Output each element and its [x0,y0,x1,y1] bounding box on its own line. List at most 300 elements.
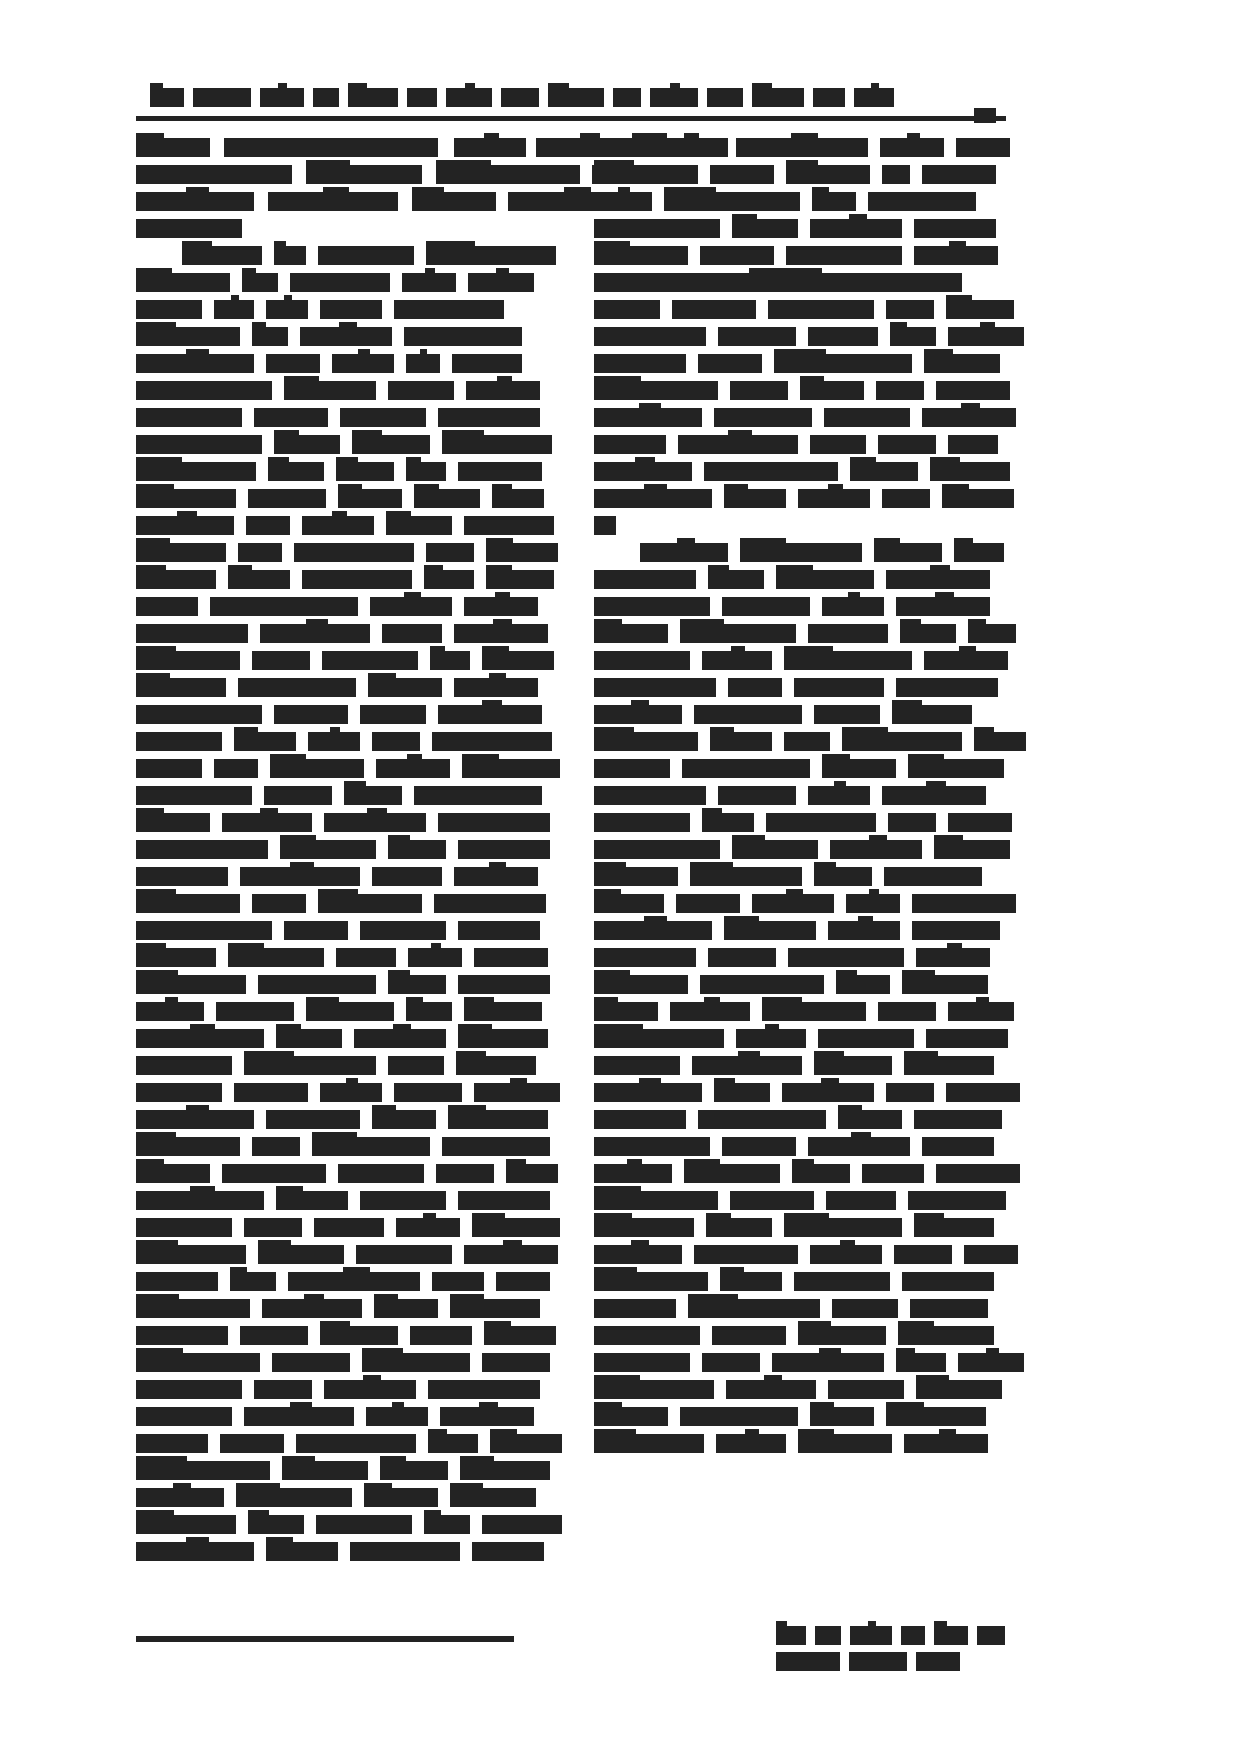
redacted-word [430,651,470,670]
word-gap [240,890,252,891]
redacted-word [888,813,936,832]
redacted-word [700,246,774,265]
word-gap [228,863,240,864]
word-gap [782,674,794,675]
redacted-word [406,354,440,373]
redacted-word [922,408,1016,427]
word-gap [686,350,698,351]
redacted-word [414,489,480,508]
word-gap [830,728,842,729]
redacted-text-line [136,1484,548,1511]
word-gap [450,755,462,756]
word-gap [264,1025,276,1026]
word-gap [886,1322,898,1323]
word-gap [806,1025,818,1026]
word-gap [360,863,372,864]
redacted-word [302,570,412,589]
redacted-word [136,1272,218,1291]
redacted-word [594,516,616,535]
word-gap [422,161,436,162]
word-gap [874,1403,886,1404]
redacted-word [332,354,394,373]
word-gap [438,1295,450,1296]
redacted-word [930,462,1010,481]
word-gap [902,215,914,216]
redacted-word [798,1434,892,1453]
word-gap [672,1160,684,1161]
word-gap [420,1268,432,1269]
redacted-word [792,1164,850,1183]
word-gap [364,755,376,756]
redacted-word [974,732,1026,751]
word-gap [268,836,280,837]
word-gap [254,188,268,189]
redacted-word [136,1029,264,1048]
redacted-word [454,867,538,886]
redacted-word [814,1056,892,1075]
redacted-text-line [136,161,548,188]
redacted-word [414,786,542,805]
redacted-word [896,678,998,697]
redacted-word [370,597,452,616]
redacted-word [260,624,370,643]
redacted-word [320,300,382,319]
redacted-word [968,624,1016,643]
redacted-word [136,300,202,319]
word-gap [420,728,432,729]
word-gap [694,1214,706,1215]
redacted-word [832,1299,898,1318]
redacted-word [230,1272,276,1291]
word-gap [658,998,670,999]
word-gap [254,296,266,297]
word-gap [430,431,442,432]
redacted-text-line [136,215,548,242]
redacted-word [876,381,924,400]
redacted-text-line [136,863,548,890]
word-gap [820,1295,832,1296]
redacted-paragraph [594,134,1006,539]
word-gap [272,917,284,918]
word-gap [698,161,710,162]
redacted-word [878,1002,936,1021]
redacted-word [474,1083,560,1102]
word-gap [226,539,238,540]
redacted-word [810,219,902,238]
redacted-word [914,1110,1002,1129]
word-gap [264,1187,276,1188]
redacted-word [136,678,226,697]
redacted-text-line [136,1025,548,1052]
redacted-word [594,786,706,805]
redacted-word [698,354,762,373]
redacted-word [688,1299,820,1318]
redacted-word [800,381,864,400]
word-gap [652,188,664,189]
redacted-word [924,354,1000,373]
redacted-text-line [594,890,1006,917]
redacted-word [594,1083,702,1102]
redacted-text-line [136,1214,548,1241]
word-gap [760,1349,772,1350]
redacted-word [360,1191,446,1210]
redacted-word [306,165,422,184]
redacted-word [306,1002,394,1021]
redacted-word [726,1380,816,1399]
redacted-word [438,705,542,724]
redacted-word [594,1299,676,1318]
redacted-word [406,1002,452,1021]
redacted-word [458,975,550,994]
word-gap [796,1133,808,1134]
redacted-word [268,462,324,481]
redacted-text-line [594,647,1006,674]
redacted-word [694,705,802,724]
word-gap [356,674,368,675]
redacted-word [594,597,710,616]
redacted-word [274,435,340,454]
redacted-word [464,1002,542,1021]
redacted-word [594,1353,690,1372]
redacted-word [908,759,1004,778]
redacted-text-line [136,1430,548,1457]
redacted-word [766,813,876,832]
word-gap [676,1295,688,1296]
redacted-word [136,1164,210,1183]
redacted-text-line [594,1349,1006,1376]
redacted-text-line [136,566,548,593]
redacted-word [136,732,222,751]
redacted-word [752,894,834,913]
redacted-word [798,1326,886,1345]
word-gap [312,1376,324,1377]
redacted-word [730,1191,814,1210]
word-gap [236,485,248,486]
redacted-word [406,462,446,481]
redacted-word [252,894,306,913]
redacted-word [594,975,688,994]
redacted-word [594,1191,718,1210]
word-gap [896,1187,908,1188]
redacted-word [594,948,696,967]
redacted-word [136,1083,222,1102]
word-gap [352,1484,364,1485]
word-gap [222,728,234,729]
footnote-separator-rule [136,1636,514,1642]
redacted-word [318,246,414,265]
redacted-word [296,1434,416,1453]
redacted-word [458,1191,550,1210]
redacted-text-line [594,1025,1006,1052]
redacted-word [594,570,696,589]
word-gap [288,323,300,324]
word-gap [240,1133,252,1134]
redacted-word [274,705,348,724]
word-gap [436,1106,448,1107]
redacted-word [254,1380,312,1399]
word-gap [390,269,402,270]
redacted-word [882,165,910,184]
redacted-word [594,1326,700,1345]
word-gap [714,1376,726,1377]
word-gap [930,485,942,486]
word-gap [786,1430,798,1431]
redacted-word [908,1191,1006,1210]
word-gap [302,1214,314,1215]
redacted-word [594,381,718,400]
redacted-word [284,381,376,400]
redacted-word [862,1164,924,1183]
redacted-word [254,408,328,427]
redacted-word [954,543,1004,562]
redacted-word [902,975,988,994]
redacted-word [690,867,802,886]
redacted-word [228,948,324,967]
redacted-word [252,1137,300,1156]
word-gap [204,998,216,999]
word-gap [740,890,752,891]
redacted-word [882,786,986,805]
word-gap [470,647,482,648]
word-gap [454,377,466,378]
word-gap [326,1160,338,1161]
redacted-word [808,1137,910,1156]
redacted-text-line [136,134,548,161]
redacted-word [702,813,754,832]
redacted-word [242,273,278,292]
redacted-word [136,1218,232,1237]
word-gap [910,161,922,162]
redacted-word [336,948,396,967]
redacted-word [916,948,990,967]
word-gap [242,404,254,405]
redacted-text-line [136,674,548,701]
word-gap [620,134,632,135]
word-gap [718,377,730,378]
redacted-word [372,732,420,751]
redacted-word [458,921,540,940]
redacted-text-line [136,1457,548,1484]
word-gap [936,431,948,432]
redacted-word [878,435,936,454]
redacted-word [374,1299,438,1318]
word-gap [412,566,424,567]
word-gap [448,1457,460,1458]
redacted-word [798,489,870,508]
word-gap [282,539,294,540]
redacted-word [442,1137,550,1156]
redacted-word [136,1434,208,1453]
redacted-word [594,1218,694,1237]
redacted-word [136,165,292,184]
word-gap [250,1295,262,1296]
redacted-word [472,1218,560,1237]
word-gap [802,1052,814,1053]
redacted-text-line [594,809,1006,836]
word-gap [526,134,536,135]
redacted-word [794,1272,890,1291]
redacted-word [318,894,422,913]
redacted-word [684,1164,780,1183]
redacted-text-line [136,1376,548,1403]
word-gap [426,404,438,405]
redacted-word [276,1029,342,1048]
redacted-word [884,867,982,886]
word-gap [494,1160,506,1161]
redacted-text-line [136,647,548,674]
redacted-text-line [136,242,548,269]
word-gap [272,377,284,378]
redacted-word [722,1137,796,1156]
word-gap [710,1133,722,1134]
word-gap [452,1241,464,1242]
word-gap [902,1106,914,1107]
redacted-word [314,1218,384,1237]
redacted-word [136,597,198,616]
redacted-text-line [136,1160,548,1187]
word-gap [478,1430,490,1431]
redacted-text-line [594,458,1006,485]
redacted-word [632,138,724,157]
word-gap [912,350,924,351]
redacted-word [594,489,712,508]
redacted-word [380,1461,448,1480]
word-gap [704,1430,716,1431]
redacted-word [594,651,690,670]
word-gap [580,161,592,162]
redacted-word [248,489,326,508]
word-gap [446,917,458,918]
redacted-word [136,381,272,400]
redacted-word [454,624,548,643]
word-gap [798,431,810,432]
word-gap [460,1214,472,1215]
word-gap [368,1457,380,1458]
redacted-word [810,1245,882,1264]
redacted-text-line [136,1538,548,1565]
redacted-word [594,678,716,697]
word-gap [348,1187,360,1188]
redacted-word [424,570,474,589]
word-gap [838,458,850,459]
word-gap [452,998,464,999]
redacted-text-line [594,377,1006,404]
redacted-word [464,1245,558,1264]
redacted-word [388,381,454,400]
word-gap [446,458,458,459]
word-gap [312,809,324,810]
word-gap [424,1160,436,1161]
word-gap [936,323,948,324]
redacted-word [136,921,272,940]
redacted-word [942,489,1014,508]
word-gap [728,539,740,540]
word-gap [780,1160,792,1161]
word-gap [382,296,394,297]
redacted-word [136,516,234,535]
word-gap [254,1106,266,1107]
redacted-word [436,165,580,184]
redacted-word [484,1326,556,1345]
word-gap [394,998,406,999]
word-gap [296,728,308,729]
word-gap [308,1322,320,1323]
word-gap [720,215,732,216]
word-gap [284,1430,296,1431]
word-gap [384,1214,396,1215]
word-gap [232,1403,244,1404]
word-gap [442,620,454,621]
word-gap [774,161,786,162]
redacted-word [442,435,552,454]
redacted-text-line [594,1187,1006,1214]
word-gap [234,512,246,513]
redacted-word [898,1326,994,1345]
word-gap [338,1538,350,1539]
word-gap [944,134,956,135]
redacted-text-line [136,512,548,539]
redacted-word [458,462,542,481]
word-gap [402,782,414,783]
word-gap [668,1403,680,1404]
word-gap [798,1403,810,1404]
word-gap [754,809,766,810]
word-gap [772,1214,784,1215]
redacted-word [302,516,374,535]
redacted-word [244,1056,376,1075]
redacted-text-line [594,1214,1006,1241]
word-gap [764,566,776,567]
redacted-word [808,786,870,805]
word-gap [210,809,222,810]
word-gap [934,296,946,297]
redacted-word [432,732,552,751]
redacted-word [890,327,936,346]
word-gap [664,890,676,891]
word-gap [890,971,902,972]
redacted-text-line [136,701,548,728]
redacted-text-line [594,539,1006,566]
redacted-text-line [594,566,1006,593]
redacted-word [958,1353,1024,1372]
redacted-word [948,1002,1014,1021]
word-gap [370,620,382,621]
word-gap [396,944,408,945]
redacted-word [136,1461,270,1480]
word-gap [862,539,874,540]
word-gap [682,701,694,702]
redacted-word [828,1380,904,1399]
redacted-word [896,597,990,616]
redacted-word [902,1272,994,1291]
word-gap [462,944,474,945]
word-gap [228,1322,240,1323]
word-gap [246,1241,258,1242]
redacted-word [702,651,772,670]
redacted-word [308,732,360,751]
redacted-word [136,273,230,292]
redacted-word [926,1029,1008,1048]
word-gap [936,998,948,999]
word-gap [290,566,302,567]
word-gap [358,593,370,594]
word-gap [952,1241,964,1242]
word-gap [702,404,714,405]
redacted-word [136,354,254,373]
word-gap [870,161,882,162]
redacted-word [450,1299,540,1318]
redacted-word [594,732,698,751]
